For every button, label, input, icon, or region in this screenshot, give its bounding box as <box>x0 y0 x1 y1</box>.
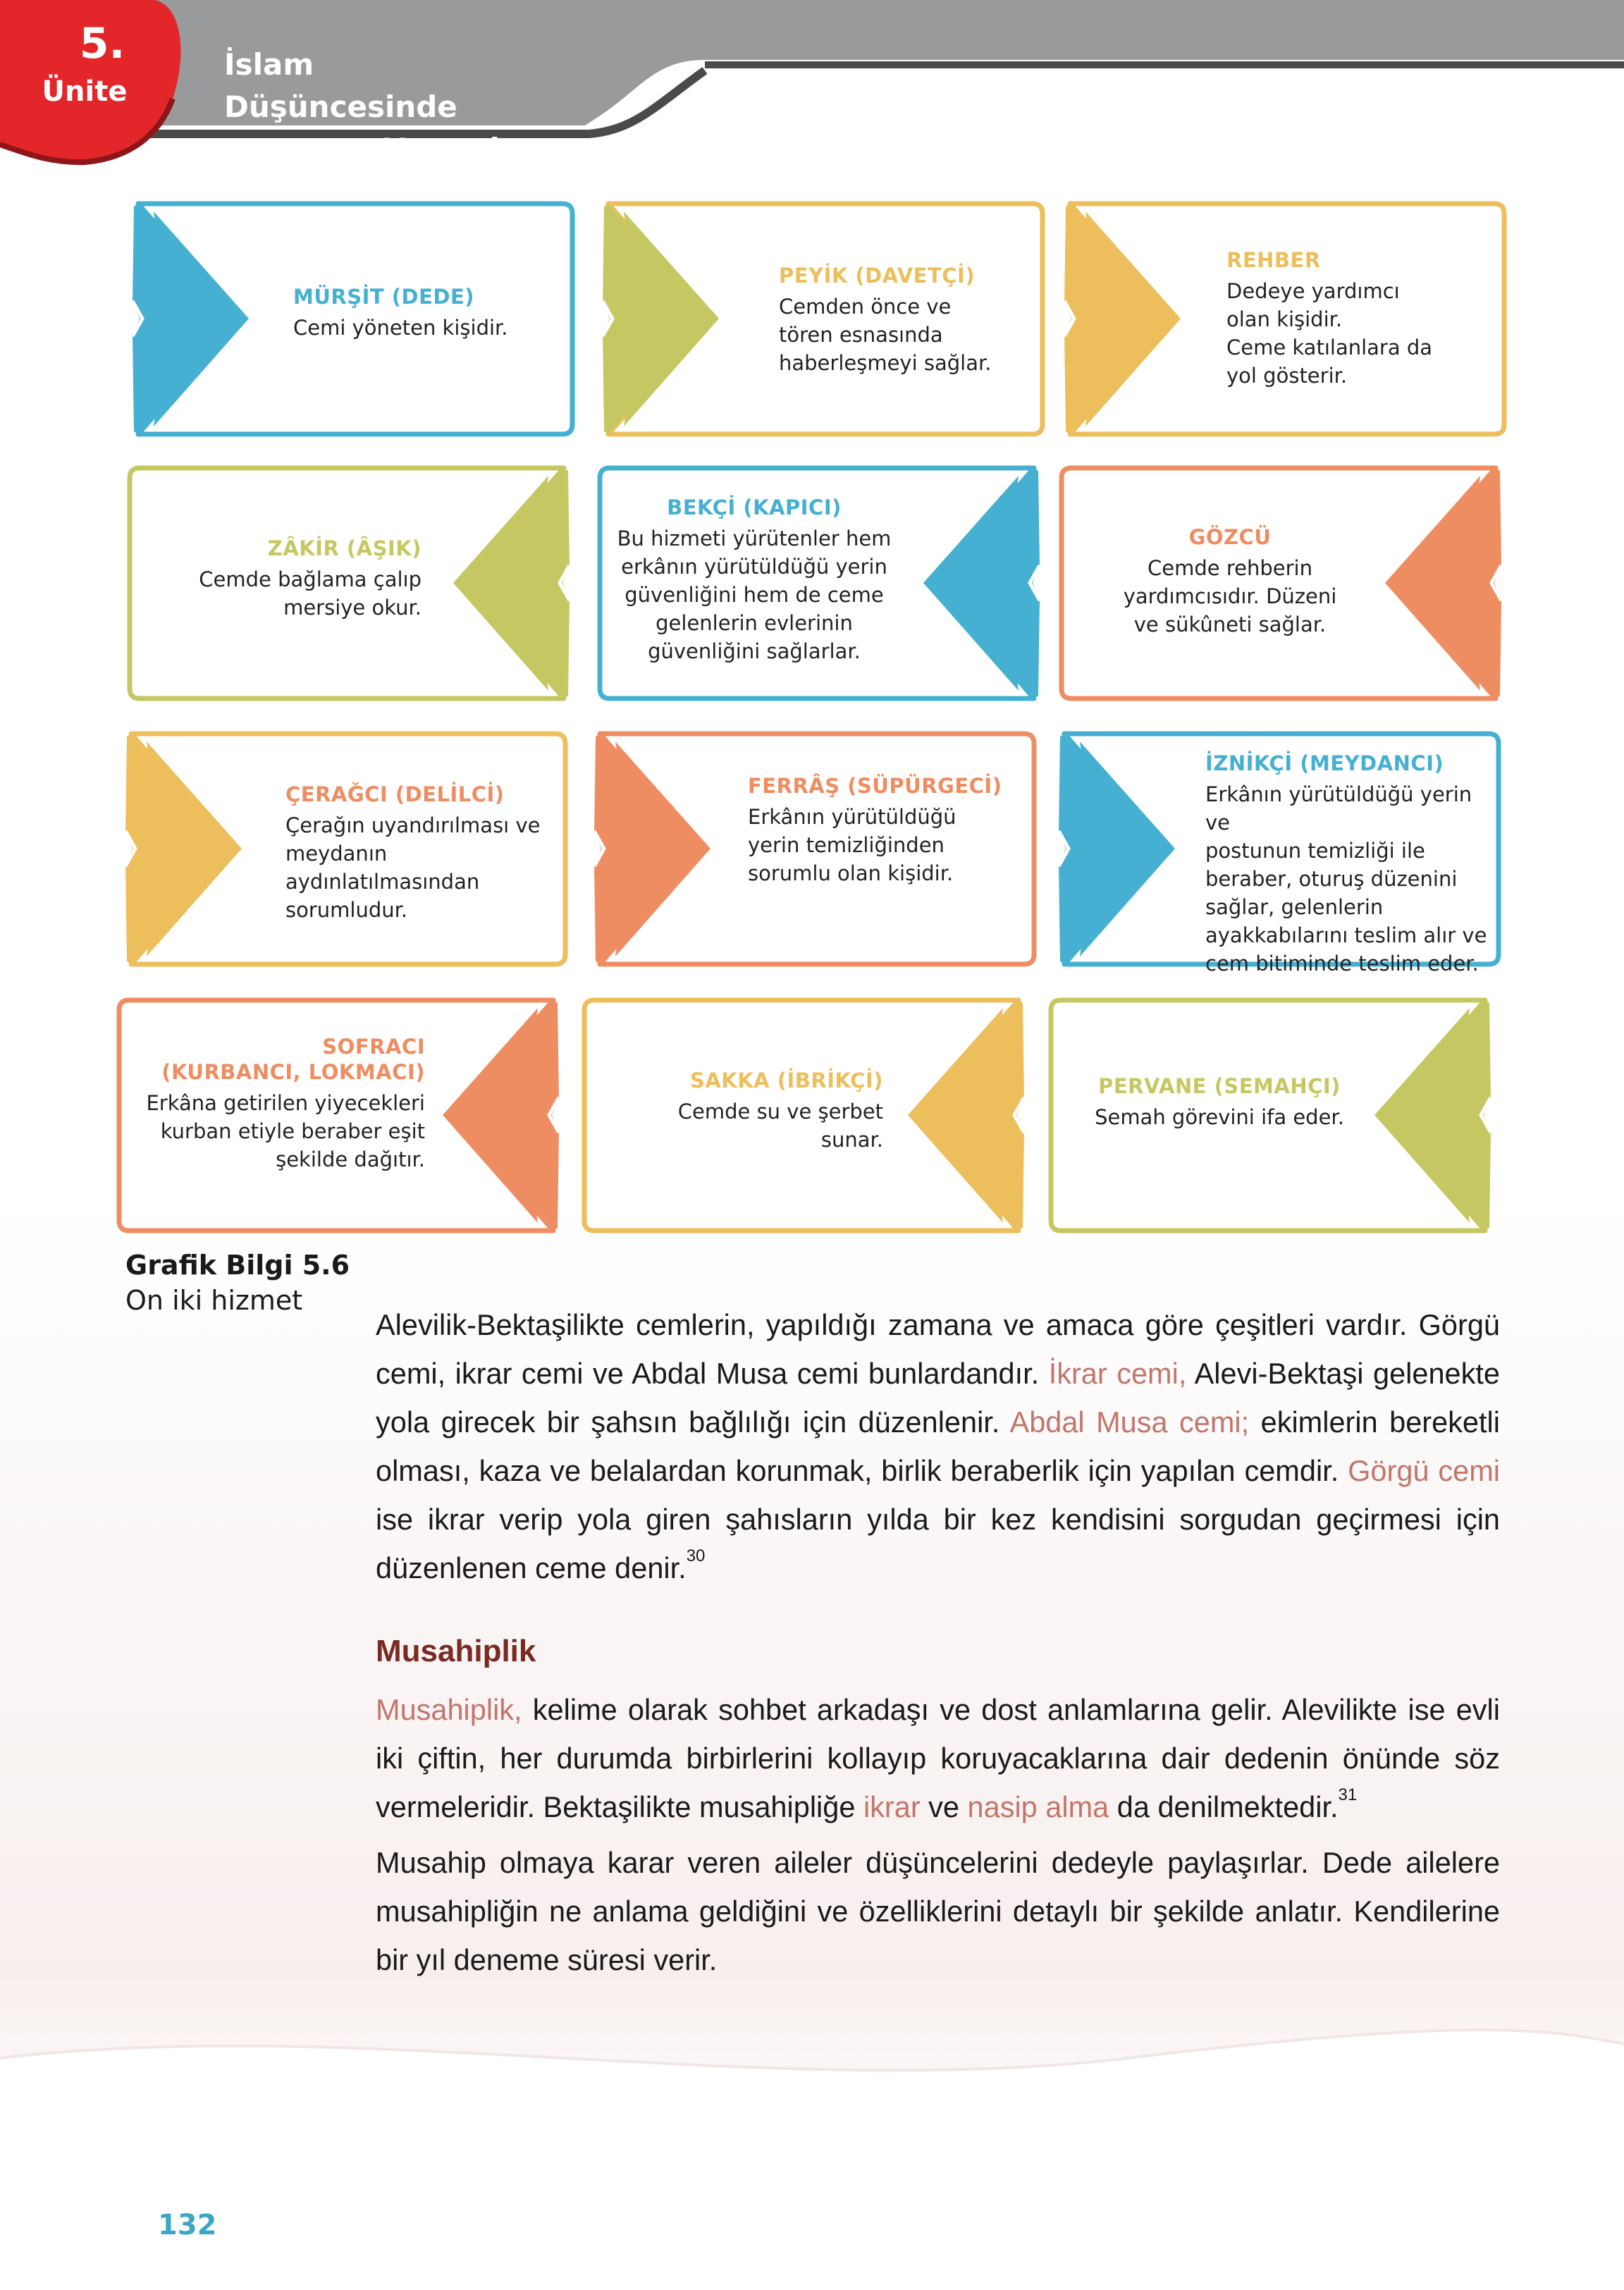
card-title: İZNİKÇİ (MEYDANCI) <box>1205 751 1444 775</box>
term-musahiplik: Musahiplik, <box>376 1693 522 1726</box>
card-title: BEKÇİ (KAPICI) <box>667 495 842 519</box>
chapter-title-line1: İslam Düşüncesinde <box>224 47 457 124</box>
card-title: PEYİK (DAVETÇİ) <box>779 264 976 288</box>
caption-label: Grafik Bilgi 5.6 <box>125 1250 350 1281</box>
paragraph-musahiplik: Musahiplik, kelime olarak sohbet arkadaşı ve dost anlamlarına gelir. Alevilikte ise evli iki çiftin, her durumda birbirlerini kollayıp koruyacaklarına dair dedenin önünde söz vermeleridir. Bektaşilikte musahipliğe ikrar ve nasip alma da denilmektedir.$^{31}$ Musahip olmaya karar veren aileler düşüncelerini dedeyle paylaşırlar. Dede ailelere musahipliğin ne anlama geldiğini ve özelliklerini detaylı bir şekilde anlatır. Kendilerine bir yıl deneme süresi verir. <box>376 1685 1500 1984</box>
service-card-sakka <box>580 997 1031 1233</box>
card-description: Semah görevini ifa eder. <box>1095 1105 1344 1129</box>
background-wave <box>0 2016 1624 2199</box>
term-gorgu-cemi: Görgü cemi <box>1348 1454 1500 1487</box>
section-heading: Musahiplik <box>376 1634 536 1668</box>
service-card-iznikci <box>1052 731 1503 975</box>
card-description: Cemden önce ve tören esnasında haberleşmeyi sağlar. <box>779 295 992 375</box>
card-description: Dedeye yardımcı olan kişidir. Ceme katılanlara da yol gösterir. <box>1226 279 1433 388</box>
term-ikrar-cemi: İkrar cemi, <box>1048 1357 1187 1390</box>
term-abdal-musa-cemi: Abdal Musa cemi; <box>1009 1405 1250 1439</box>
chapter-title <box>224 44 534 171</box>
service-card-zakir <box>125 465 577 701</box>
card-description: Cemde rehberin yardımcısıdır. Düzeni ve sükûneti sağlar. <box>1123 556 1337 636</box>
service-card-gozcu <box>1057 465 1508 701</box>
service-card-ferras <box>587 731 1038 967</box>
card-description: Erkânın yürütüldüğü yerin ve postunun temizliği ile beraber, oturuş düzenini sağlar, gelenlerin ayakkabılarını teslim alır ve cem bitiminde teslim eder. <box>1205 782 1487 975</box>
caption-text: On iki hizmet <box>125 1285 303 1316</box>
card-title: REHBER <box>1226 248 1321 272</box>
card-title: FERRÂŞ (SÜPÜRGECİ) <box>748 774 1002 798</box>
term-ikrar: ikrar <box>863 1790 921 1823</box>
card-title: SOFRACI (KURBANCI, LOKMACI) <box>161 1035 425 1084</box>
footnote-ref: 31 <box>1338 1785 1358 1804</box>
term-nasip-alma: nasip alma <box>967 1790 1109 1823</box>
service-card-peyik <box>596 201 1047 437</box>
card-description: Bu hizmeti yürütenler hem erkânın yürütüldüğü yerin güvenliğini hem de ceme gelenlerin evlerinin güvenliğini sağlarlar. <box>617 527 892 663</box>
service-card-rehber <box>1057 201 1508 437</box>
card-title: ZÂKİR (ÂŞIK) <box>267 536 422 560</box>
paragraph-musahip-decision: Musahip olmaya karar veren aileler düşüncelerini dedeyle paylaşırlar. Dede ailelere musahipliğin ne anlama geldiğini ve özelliklerini detaylı bir şekilde anlatır. Kendilerine bir yıl deneme süresi verir. <box>376 1846 1500 1976</box>
card-description: Cemde bağlama çalıp mersiye okur. <box>199 567 422 620</box>
service-card-ceragci <box>118 731 570 967</box>
card-description: Cemde su ve şerbet sunar. <box>677 1100 883 1152</box>
card-title: SAKKA (İBRİKÇİ) <box>689 1069 883 1092</box>
unit-number: 5. <box>79 19 125 68</box>
service-card-pervane <box>1047 997 1498 1233</box>
card-description: Erkânın yürütüldüğü yerin temizliğinden sorumlu olan kişidir. <box>748 805 956 885</box>
unit-label: Ünite <box>42 75 128 108</box>
card-title: ÇERAĞCI (DELİLCİ) <box>285 782 505 806</box>
footnote-ref: 30 <box>686 1546 706 1565</box>
card-description: Cemi yöneten kişidir. <box>293 316 508 340</box>
service-card-bekci <box>596 465 1047 701</box>
card-description: Erkâna getirilen yiyecekleri kurban etiyle beraber eşit şekilde dağıtır. <box>146 1091 425 1171</box>
service-card-sofraci <box>115 997 566 1233</box>
service-card-murshit <box>125 201 577 437</box>
card-description: Çerağın uyandırılması ve meydanın aydınlatılmasından sorumludur. <box>285 813 541 922</box>
paragraph-cem-types: Alevilik-Bektaşilikte cemlerin, yapıldığı zamana ve amaca göre çeşitleri vardır. Görgü cemi, ikrar cemi ve Abdal Musa cemi bunlardandır. İkrar cemi, Alevi-Bektaşi gelenekte yola girecek bir şahsın bağlılığı için düzenlenir. Abdal Musa cemi; ekimlerin bereketli olması, kaza ve belalardan korunmak, birlik beraberlik için yapılan cemdir. Görgü cemi ise ikrar verip yola giren şahısların yılda bir kez kendisini sorgudan geçirmesi için düzenlenen ceme denir.$^{30}$ <box>376 1308 1500 1584</box>
page-number: 132 <box>158 2209 217 2241</box>
card-title: MÜRŞİT (DEDE) <box>293 285 475 309</box>
card-title: PERVANE (SEMAHÇI) <box>1098 1074 1341 1098</box>
card-title: GÖZCÜ <box>1188 525 1272 549</box>
chapter-title-line2: Yorumlar <box>383 132 534 166</box>
figure-caption <box>125 1248 365 1318</box>
